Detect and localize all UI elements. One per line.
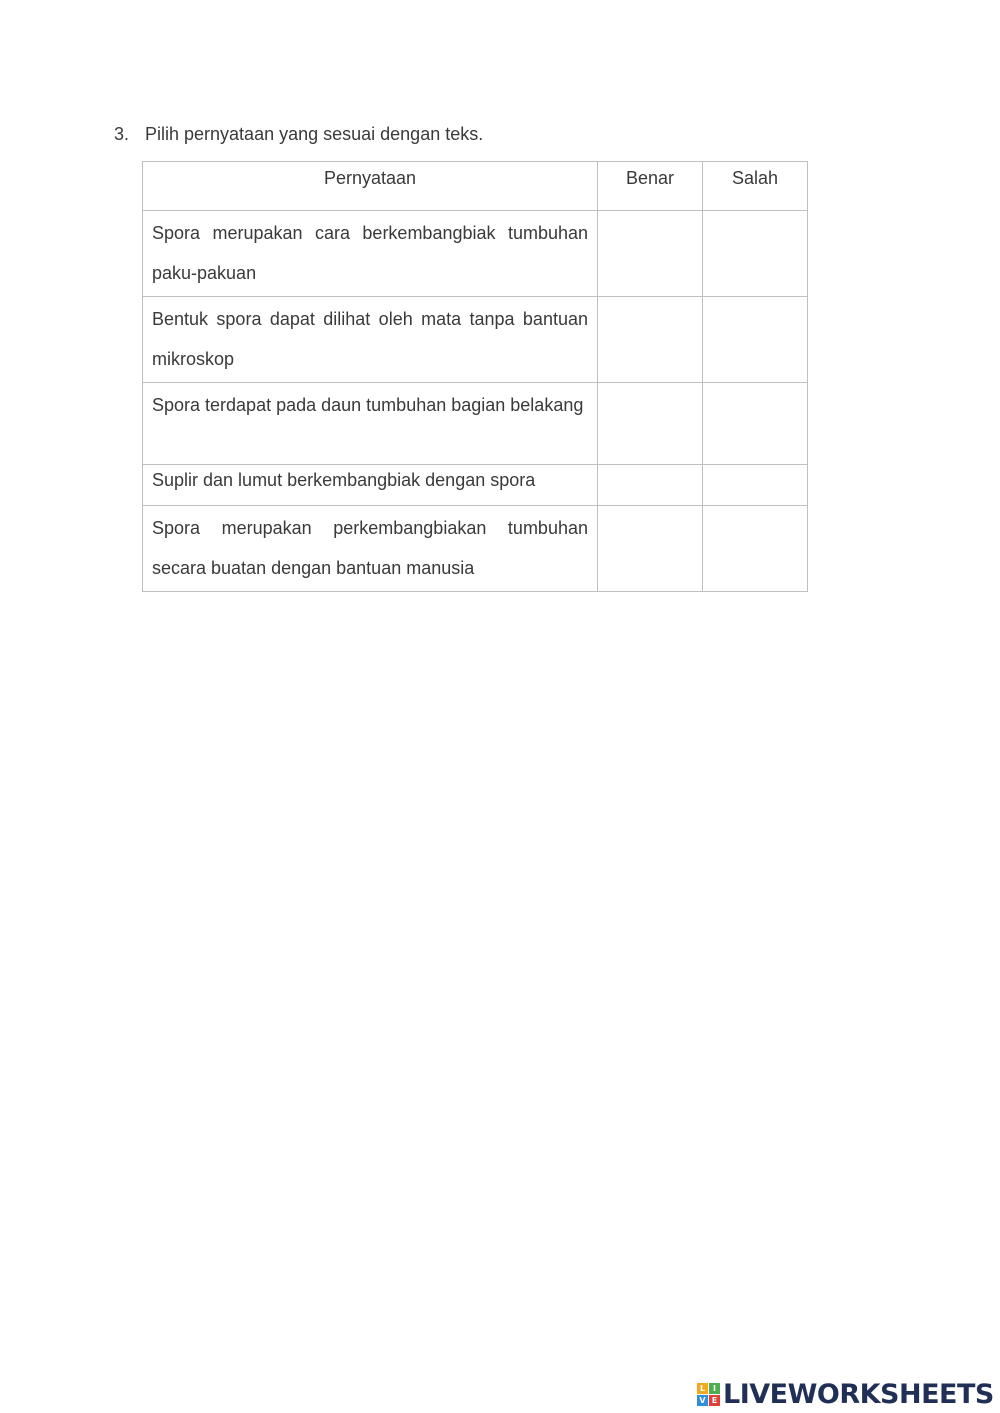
salah-answer-cell[interactable] [703,297,808,383]
benar-answer-cell[interactable] [598,297,703,383]
header-salah: Salah [703,162,808,211]
table-row [143,297,808,383]
liveworksheets-mark-icon [697,1383,720,1406]
salah-answer-cell[interactable] [703,383,808,465]
statement-cell: Spora merupakan perkembangbiakan tumbuhan secara buatan dengan bantuan manusia [143,506,598,592]
question-text: Pilih pernyataan yang sesuai dengan teks. [145,124,484,144]
salah-answer-cell[interactable] [703,506,808,592]
statement-cell: Spora terdapat pada daun tumbuhan bagian belakang [143,383,598,465]
logo-text: LIVEWORKSHEETS [723,1378,994,1410]
benar-answer-cell[interactable] [598,506,703,592]
benar-answer-cell[interactable] [598,465,703,506]
table-row [143,506,808,592]
question-prompt [114,124,483,145]
logo-mark-letter: I [709,1383,720,1394]
salah-answer-cell[interactable] [703,211,808,297]
table-header-row [143,162,808,211]
table-row [143,383,808,465]
question-number: 3. [114,124,130,144]
benar-answer-cell[interactable] [598,383,703,465]
statements-table [142,161,808,592]
benar-answer-cell[interactable] [598,211,703,297]
header-pernyataan: Pernyataan [143,162,598,211]
logo-mark-letter: L [697,1383,708,1394]
logo-mark-letter: E [709,1395,720,1406]
table-row [143,211,808,297]
logo-mark-letter: V [697,1395,708,1406]
statement-cell: Suplir dan lumut berkembangbiak dengan spora [143,465,598,506]
table-row [143,465,808,506]
statement-cell: Bentuk spora dapat dilihat oleh mata tanpa bantuan mikroskop [143,297,598,383]
header-benar: Benar [598,162,703,211]
liveworksheets-logo [697,1379,994,1409]
salah-answer-cell[interactable] [703,465,808,506]
statement-cell: Spora merupakan cara berkembangbiak tumbuhan paku-pakuan [143,211,598,297]
